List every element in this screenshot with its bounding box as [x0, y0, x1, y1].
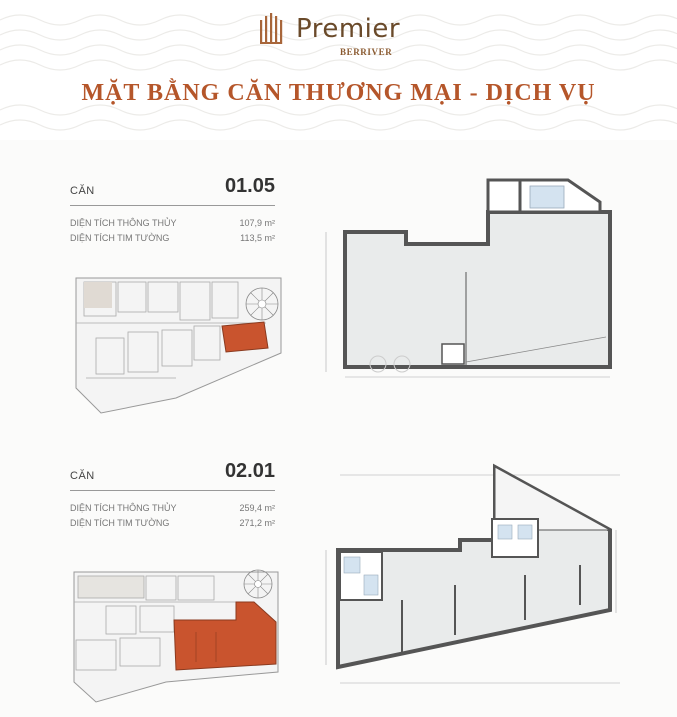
- unit-info-0105: [70, 175, 275, 245]
- vertical-lines-logo-icon: [258, 12, 292, 48]
- floor-plan-0105: [320, 172, 630, 402]
- area-key: DIỆN TÍCH TIM TƯỜNG: [70, 518, 170, 528]
- key-plan-0201: [66, 562, 296, 712]
- floor-plan-0201: [320, 455, 640, 695]
- unit-code: 02.01: [224, 460, 275, 482]
- page-title: MẶT BẰNG CĂN THƯƠNG MẠI - DỊCH VỤ: [81, 80, 596, 106]
- brand-logo: [258, 10, 428, 55]
- unit-info-0201: [70, 460, 275, 530]
- area-key: DIỆN TÍCH TIM TƯỜNG: [70, 233, 170, 243]
- brand-name: Premier: [296, 14, 401, 44]
- unit-label: CĂN: [70, 185, 95, 197]
- compass-icon: [246, 288, 278, 320]
- compass-icon: [244, 570, 272, 598]
- area-value: 113,5 m²: [240, 233, 275, 243]
- divider: [70, 205, 275, 206]
- area-value: 259,4 m²: [239, 503, 275, 513]
- unit-code: 01.05: [224, 175, 275, 197]
- divider: [70, 490, 275, 491]
- area-key: DIỆN TÍCH THÔNG THỦY: [70, 503, 177, 513]
- header: [0, 0, 677, 140]
- area-key: DIỆN TÍCH THÔNG THỦY: [70, 218, 177, 228]
- area-value: 107,9 m²: [239, 218, 275, 228]
- brand-subtitle: BERRIVER: [340, 47, 393, 57]
- area-value: 271,2 m²: [239, 518, 275, 528]
- unit-label: CĂN: [70, 470, 95, 482]
- key-plan-0105: [66, 268, 296, 418]
